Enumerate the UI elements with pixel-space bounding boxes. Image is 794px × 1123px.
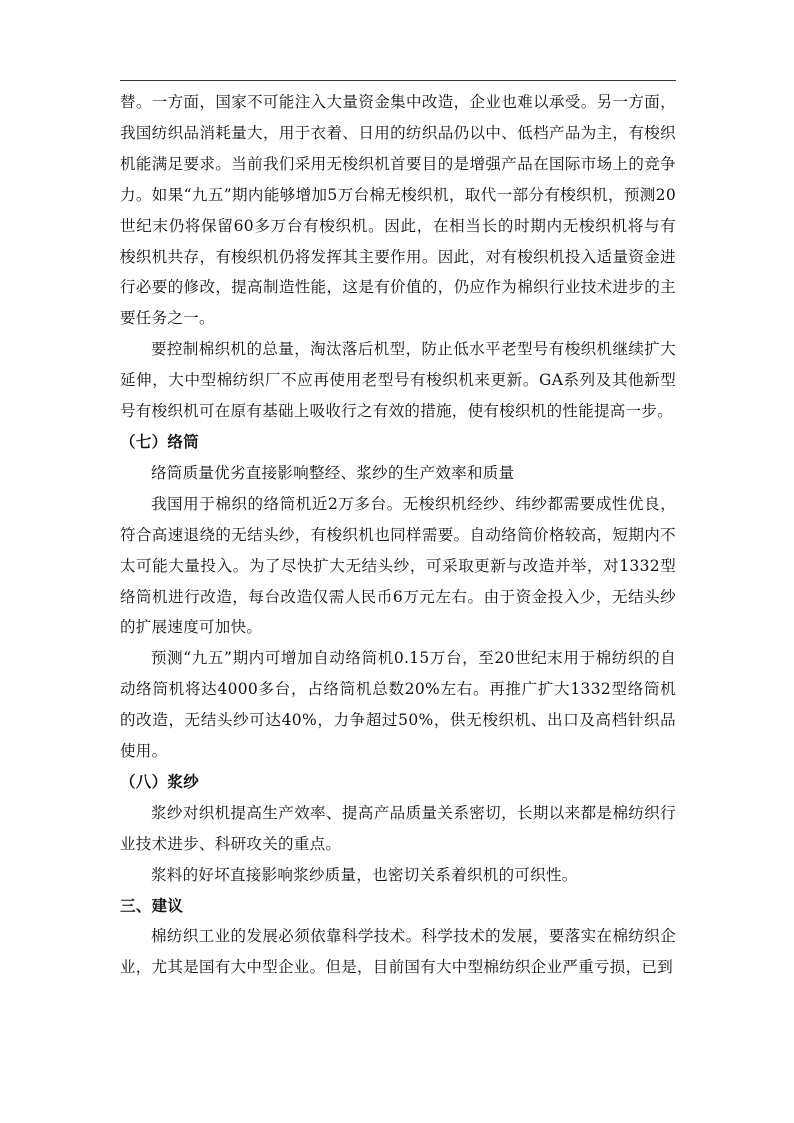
body-paragraph: 预测“九五”期内可增加自动络筒机0.15万台，至20世纪末用于棉纺织的自动络筒机将达4000多台，占络筒机总数20%左右。再推广扩大1332型络筒机的改造，无结头纱可达40%，力争超过50%，供无梭织机、出口及高档针织品使用。 [120, 649, 676, 761]
body-paragraph: 要控制棉织机的总量，淘汰落后机型，防止低水平老型号有梭织机继续扩大延伸，大中型棉纺织厂不应再使用老型号有梭织机来更新。GA系列及其他新型号有梭织机可在原有基础上吸收行之有效的措施，使有梭织机的性能提高一步。 [120, 340, 676, 421]
body-paragraph: 络筒质量优劣直接影响整经、浆纱的生产效率和质量 [151, 463, 515, 482]
body-paragraph: 替。一方面，国家不可能注入大量资金集中改造，企业也难以承受。另一方面，我国纺织品消耗量大，用于衣着、日用的纺织品仍以中、低档产品为主，有梭织机能满足要求。当前我们采用无梭织机首要目的是增强产品在国际市场上的竞争力。如果“九五”期内能够增加5万台棉无梭织机，取代一部分有梭织机，预测20世纪末仍将保留60多万台有梭织机。因此，在相当长的时期内无梭织机将与有梭织机共存，有梭织机仍将发挥其主要作用。因此，对有梭织机投入适量资金进行必要的修改，提高制造性能，这是有价值的，仍应作为棉织行业技术进步的主要任务之一。 [120, 93, 676, 328]
body-paragraph: 我国用于棉织的络筒机近2万多台。无梭织机经纱、纬纱都需要成性优良，符合高速退绕的无结头纱，有梭织机也同样需要。自动络筒价格较高，短期内不太可能大量投入。为了尽快扩大无结头纱，可采取更新与改造并举，对1332型络筒机进行改造，每台改造仅需人民币6万元左右。由于资金投入少，无结头纱的扩展速度可加快。 [120, 494, 676, 637]
body-paragraph: 浆纱对织机提高生产效率、提高产品质量关系密切，长期以来都是棉纺织行业技术进步、科研攻关的重点。 [120, 803, 676, 853]
section-heading: （八）浆纱 [120, 771, 200, 791]
body-paragraph: 棉纺织工业的发展必须依靠科学技术。科学技术的发展，要落实在棉纺织企业，尤其是国有大中型企业。但是，目前国有大中型棉纺织企业严重亏损，已到 [120, 927, 676, 977]
body-paragraph: 浆料的好坏直接影响浆纱质量，也密切关系着织机的可织性。 [151, 865, 578, 884]
document-body [120, 87, 676, 983]
header-rule [120, 80, 676, 81]
section-heading: （七）络筒 [120, 431, 200, 451]
section-heading: 三、建议 [120, 895, 184, 915]
